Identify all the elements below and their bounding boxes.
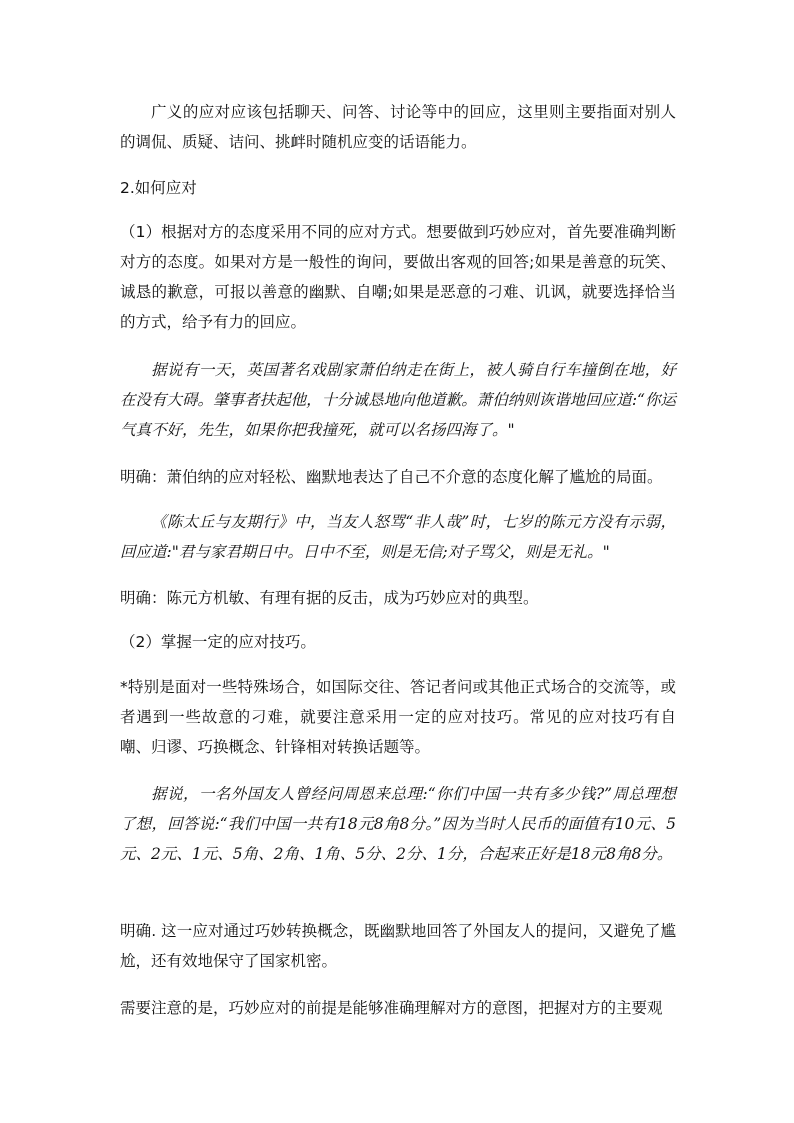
paragraph-explanation-2: 明确：陈元方机敏、有理有据的反击，成为巧妙应对的典型。 (120, 589, 539, 607)
paragraph-intro: 广义的应对应该包括聊天、问答、讨论等中的回应，这里则主要指面对别人的调侃、质疑、诘问、挑衅时随机应变的话语能力。 (120, 103, 676, 151)
paragraph-conclusion: 需要注意的是，巧妙应对的前提是能够准确理解对方的意图，把握对方的主要观 (120, 999, 663, 1017)
paragraph-techniques: *特别是面对一些特殊场合，如国际交往、答记者问或其他正式场合的交流等，或者遇到一些故意的刁难，就要注意采用一定的应对技巧。常见的应对技巧有自嘲、归谬、巧换概念、针锋相对转换话题等。 (120, 678, 676, 756)
paragraph-explanation-3: 明确. 这一应对通过巧妙转换概念，既幽默地回答了外国友人的提问，又避免了尴尬，还有效地保守了国家机密。 (120, 922, 676, 970)
section-heading: 2.如何应对 (120, 179, 197, 197)
quote-shaw: 据说有一天，英国著名戏剧家萧伯纳走在街上，被人骑自行车撞倒在地，好在没有大碍。肇事者扶起他，十分诚恳地向他道歉。萧伯纳则诙谐地回应道:“你运气真不好，先生，如果你把我撞死，就可以名扬四海了。" (120, 361, 676, 439)
quote-zhou: 据说，一名外国友人曾经问周恩来总理:“你们中国一共有多少钱?”周总理想了想，回答说:“我们中国一共有18元8角8分。”因为当时人民币的面值有10元、5元、2元、1元、5角、2角、1角、5分、2分、1分，合起来正好是18元8角8分。 (120, 785, 676, 863)
paragraph-point-1: （1）根据对方的态度采用不同的应对方式。想要做到巧妙应对，首先要准确判断对方的态度。如果对方是一般性的询问，要做出客观的回答;如果是善意的玩笑、诚恳的歉意，可报以善意的幽默、自嘲;如果是恶意的刁难、讥讽，就要选择恰当的方式，给予有力的回应。 (120, 223, 676, 331)
paragraph-explanation-1: 明确：萧伯纳的应对轻松、幽默地表达了自己不介意的态度化解了尴尬的局面。 (120, 468, 663, 486)
quote-chen: 《陈太丘与友期行》中，当友人怒骂“非人哉”时，七岁的陈元方没有示弱，回应道:"君与家君期日中。日中不至，则是无信;对子骂父，则是无礼。" (120, 513, 676, 561)
paragraph-point-2: （2）掌握一定的应对技巧。 (120, 633, 316, 651)
